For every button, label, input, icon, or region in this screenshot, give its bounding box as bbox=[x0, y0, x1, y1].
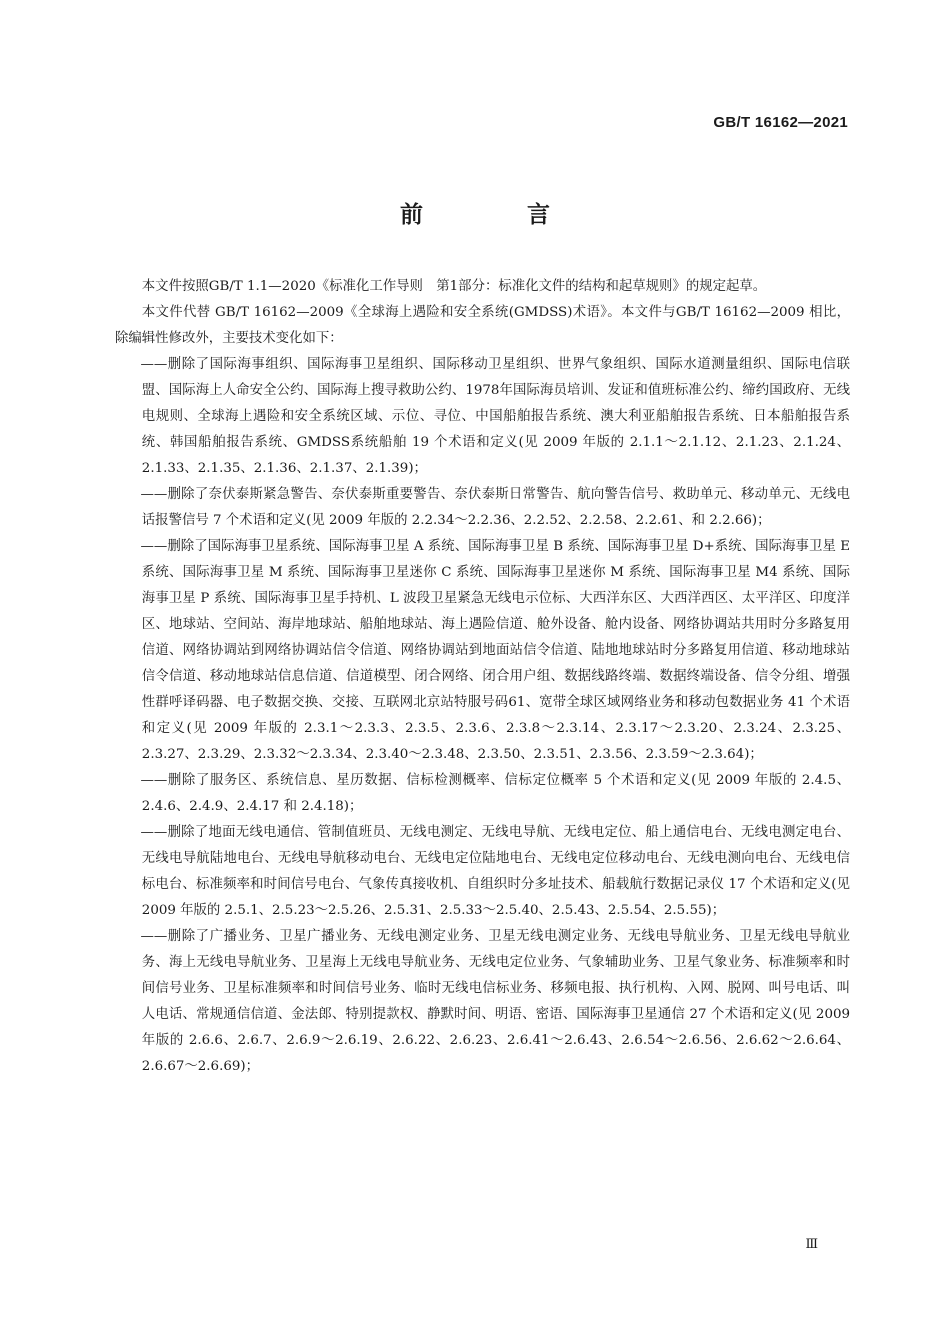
standard-code: GB/T 16162—2021 bbox=[713, 114, 848, 131]
change-item: ——删除了服务区、系统信息、星历数据、信标检测概率、信标定位概率 5 个术语和定义(见 2009 年版的 2.4.5、2.4.6、2.4.9、2.4.17 和 2.4.18)； bbox=[140, 773, 850, 814]
page-title: 前 言 bbox=[399, 202, 598, 228]
change-item: ——删除了广播业务、卫星广播业务、无线电测定业务、卫星无线电测定业务、无线电导航业务、卫星无线电导航业务、海上无线电导航业务、卫星海上无线电导航业务、无线电定位业务、气象辅助业务、卫星气象业务、标准频率和时间信号业务、卫星标准频率和时间信号业务、临时无线电信标业务、移频电报、执行机构、入网、脱网、叫号电话、叫人电话、常规通信信道、金法郎、特别提款权、静默时间、明语、密语、国际海事卫星通信 27 个术语和定义(见 2009 年版的 2.6.6、2.6.7、2.6.9～2.6.19、2.6.22、2.6.23、2.6.41～2.6.43、2.6.54～2.6.56、2.6.62～2.6.64、2.6.67～2.6.69)； bbox=[140, 929, 850, 1074]
change-item: ——删除了地面无线电通信、管制值班员、无线电测定、无线电导航、无线电定位、船上通信电台、无线电测定电台、无线电导航陆地电台、无线电导航移动电台、无线电定位陆地电台、无线电定位移动电台、无线电测向电台、无线电信标电台、标准频率和时间信号电台、气象传真接收机、自组织时分多址技术、船载航行数据记录仪 17 个术语和定义(见 2009 年版的 2.5.1、2.5.23～2.5.26、2.5.31、2.5.33～2.5.40、2.5.43、2.5.54、2.5.55)； bbox=[140, 825, 850, 918]
foreword-body bbox=[115, 274, 850, 1080]
change-item: ——删除了国际海事卫星系统、国际海事卫星 A 系统、国际海事卫星 B 系统、国际海事卫星 D+系统、国际海事卫星 E 系统、国际海事卫星 M 系统、国际海事卫星迷你 C 系统、国际海事卫星迷你 M 系统、国际海事卫星 M4 系统、国际海事卫星 P 系统、国际海事卫星手持机、L 波段卫星紧急无线电示位标、大西洋东区、大西洋西区、太平洋区、印度洋区、地球站、空间站、海岸地球站、船舶地球站、海上遇险信道、舱外设备、舱内设备、网络协调站共用时分多路复用信道、网络协调站到网络协调站信令信道、网络协调站到地面站信令信道、陆地地球站时分多路复用信道、移动地球站信令信道、移动地球站信息信道、信道模型、闭合网络、闭合用户组、数据线路终端、数据终端设备、信令分组、增强性群呼译码器、电子数据交换、交接、互联网北京站特服号码61、宽带全球区域网络业务和移动包数据业务 41 个术语和定义(见 2009 年版的 2.3.1～2.3.3、2.3.5、2.3.6、2.3.8～2.3.14、2.3.17～2.3.20、2.3.24、2.3.25、2.3.27、2.3.29、2.3.32～2.3.34、2.3.40～2.3.48、2.3.50、2.3.51、2.3.56、2.3.59～2.3.64)； bbox=[140, 539, 850, 762]
replacement-paragraph: 本文件代替 GB/T 16162—2009《全球海上遇险和安全系统(GMDSS)术语》。本文件与GB/T 16162—2009 相比，除编辑性修改外，主要技术变化如下： bbox=[115, 305, 850, 346]
intro-paragraph: 本文件按照GB/T 1.1—2020《标准化工作导则 第1部分：标准化文件的结构和起草规则》的规定起草。 bbox=[141, 279, 767, 294]
change-item: ——删除了国际海事组织、国际海事卫星组织、国际移动卫星组织、世界气象组织、国际水道测量组织、国际电信联盟、国际海上人命安全公约、国际海上搜寻救助公约、1978年国际海员培训、发证和值班标准公约、缔约国政府、无线电规则、全球海上遇险和安全系统区域、示位、寻位、中国船舶报告系统、澳大利亚船舶报告系统、日本船舶报告系统、韩国船舶报告系统、GMDSS系统船舶 19 个术语和定义(见 2009 年版的 2.1.1～2.1.12、2.1.23、2.1.24、2.1.33、2.1.35、2.1.36、2.1.37、2.1.39)； bbox=[140, 357, 850, 476]
page-number: Ⅲ bbox=[805, 1237, 818, 1252]
change-item: ——删除了奈伏泰斯紧急警告、奈伏泰斯重要警告、奈伏泰斯日常警告、航向警告信号、救助单元、移动单元、无线电话报警信号 7 个术语和定义(见 2009 年版的 2.2.34～2.2.36、2.2.52、2.2.58、2.2.61、和 2.2.66)； bbox=[140, 487, 850, 528]
